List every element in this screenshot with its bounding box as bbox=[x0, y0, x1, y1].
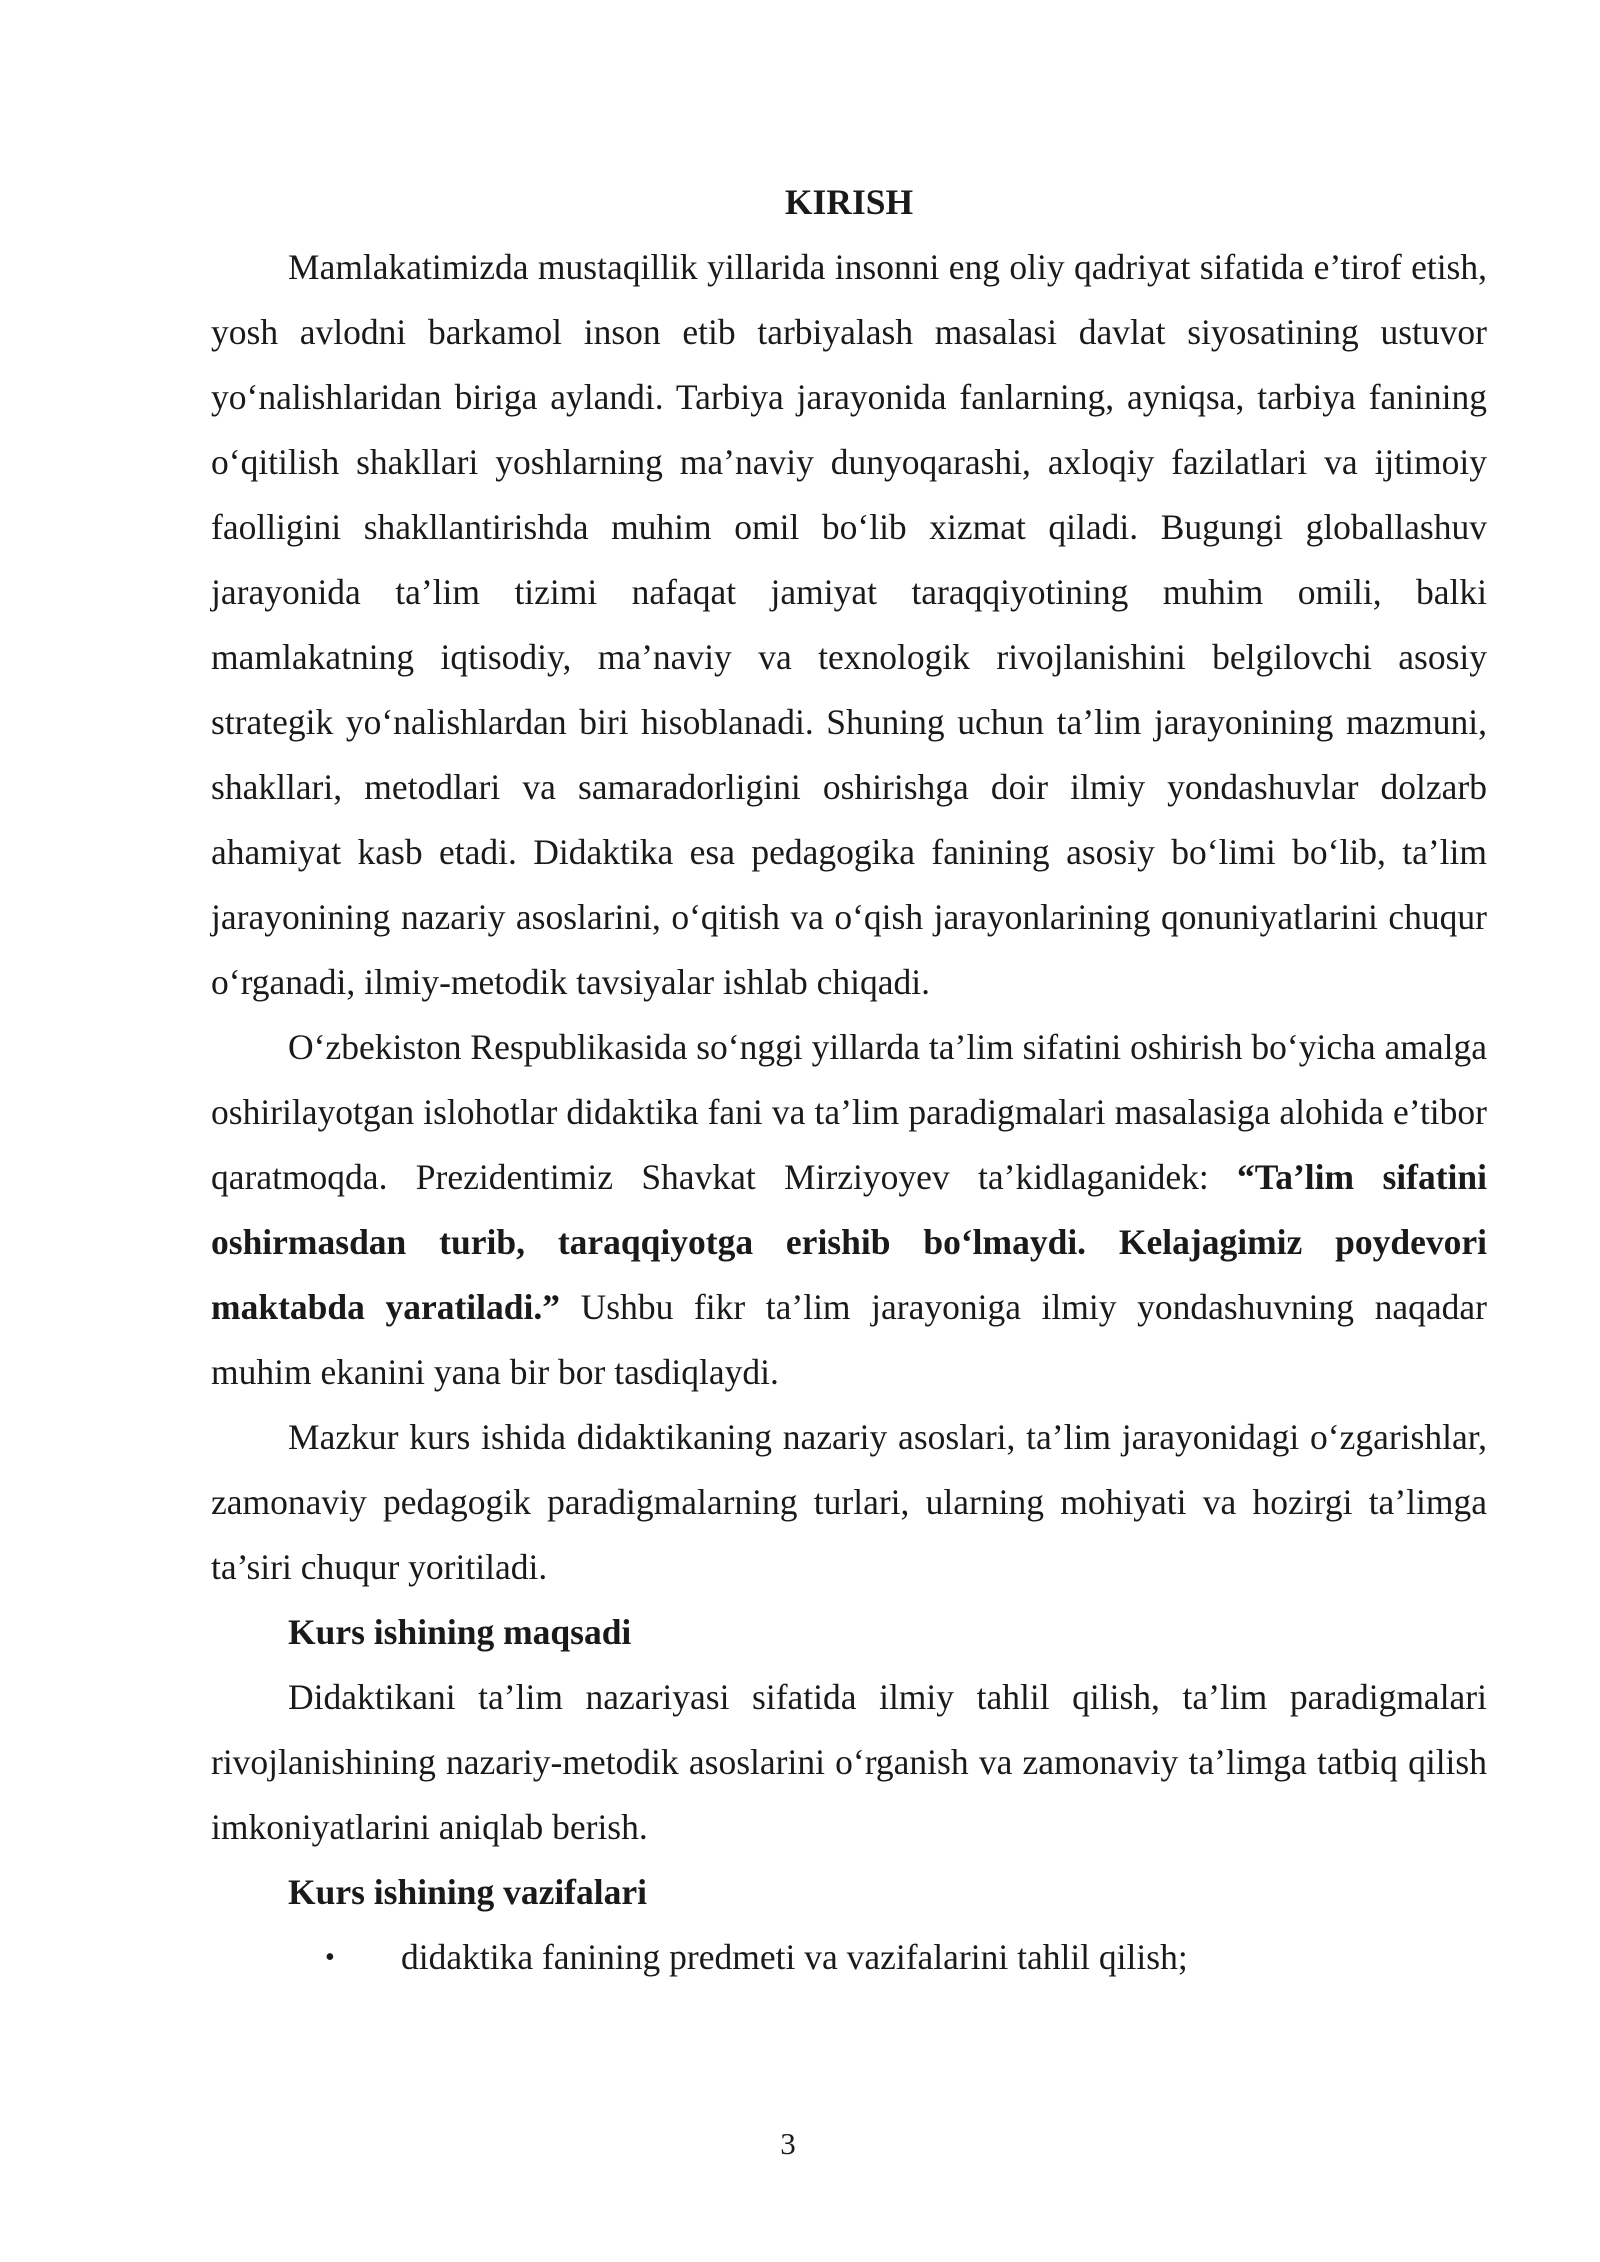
page-number: 3 bbox=[780, 2126, 796, 2161]
tasks-list bbox=[211, 1925, 1487, 1990]
task-item-text: didaktika fanining predmeti va vazifalarini tahlil qilish; bbox=[401, 1937, 1188, 1977]
document-page bbox=[211, 170, 1487, 1990]
intro-paragraph-2 bbox=[211, 1015, 1487, 1405]
paragraph-2-outro: Ushbu fikr ta’lim jarayoniga ilmiy yondashuvning naqadar muhim ekanini yana bir bor tasdiqlaydi. bbox=[211, 1287, 1487, 1392]
bullet-icon: • bbox=[325, 1942, 335, 1973]
president-quote: “Ta’lim sifatini oshirmasdan turib, taraqqiyotga erishib bo‘lmaydi. Kelajagimiz poydevori maktabda yaratiladi.” bbox=[211, 1157, 1487, 1327]
goal-paragraph: Didaktikani ta’lim nazariyasi sifatida ilmiy tahlil qilish, ta’lim paradigmalari rivojlanishining nazariy-metodik asoslarini o‘rganish va zamonaviy ta’limga tatbiq qilish imkoniyatlarini aniqlab berish. bbox=[211, 1677, 1487, 1847]
goal-heading: Kurs ishining maqsadi bbox=[288, 1612, 632, 1652]
intro-paragraph-3: Mazkur kurs ishida didaktikaning nazariy asoslari, ta’lim jarayonidagi o‘zgarishlar, zamonaviy pedagogik paradigmalarning turlari, ularning mohiyati va hozirgi ta’limga ta’siri chuqur yoritiladi. bbox=[211, 1417, 1487, 1587]
tasks-heading: Kurs ishining vazifalari bbox=[288, 1872, 647, 1912]
paragraph-2-intro: O‘zbekiston Respublikasida so‘nggi yillarda ta’lim sifatini oshirish bo‘yicha amalga oshirilayotgan islohotlar didaktika fani va ta’lim paradigmalari masalasiga alohida e’tibor qaratmoqda. Prezidentimiz Shavkat Mirziyoyev ta’kidlaganidek: bbox=[211, 1027, 1487, 1197]
list-item bbox=[211, 1925, 1487, 1990]
section-title: KIRISH bbox=[784, 182, 914, 222]
intro-paragraph-1: Mamlakatimizda mustaqillik yillarida insonni eng oliy qadriyat sifatida e’tirof etish, yosh avlodni barkamol inson etib tarbiyalash masalasi davlat siyosatining ustuvor yo‘nalishlaridan biriga aylandi. Tarbiya jarayonida fanlarning, ayniqsa, tarbiya fanining o‘qitilish shakllari yoshlarning ma’naviy dunyoqarashi, axloqiy fazilatlari va ijtimoiy faolligini shakllantirishda muhim omil bo‘lib xizmat qiladi. Bugungi globallashuv jarayonida ta’lim tizimi nafaqat jamiyat taraqqiyotining muhim omili, balki mamlakatning iqtisodiy, ma’naviy va texnologik rivojlanishini belgilovchi asosiy strategik yo‘nalishlardan biri hisoblanadi. Shuning uchun ta’lim jarayonining mazmuni, shakllari, metodlari va samaradorligini oshirishga doir ilmiy yondashuvlar dolzarb ahamiyat kasb etadi. Didaktika esa pedagogika fanining asosiy bo‘limi bo‘lib, ta’lim jarayonining nazariy asoslarini, o‘qitish va o‘qish jarayonlarining qonuniyatlarini chuqur o‘rganadi, ilmiy-metodik tavsiyalar ishlab chiqadi. bbox=[211, 247, 1487, 1002]
